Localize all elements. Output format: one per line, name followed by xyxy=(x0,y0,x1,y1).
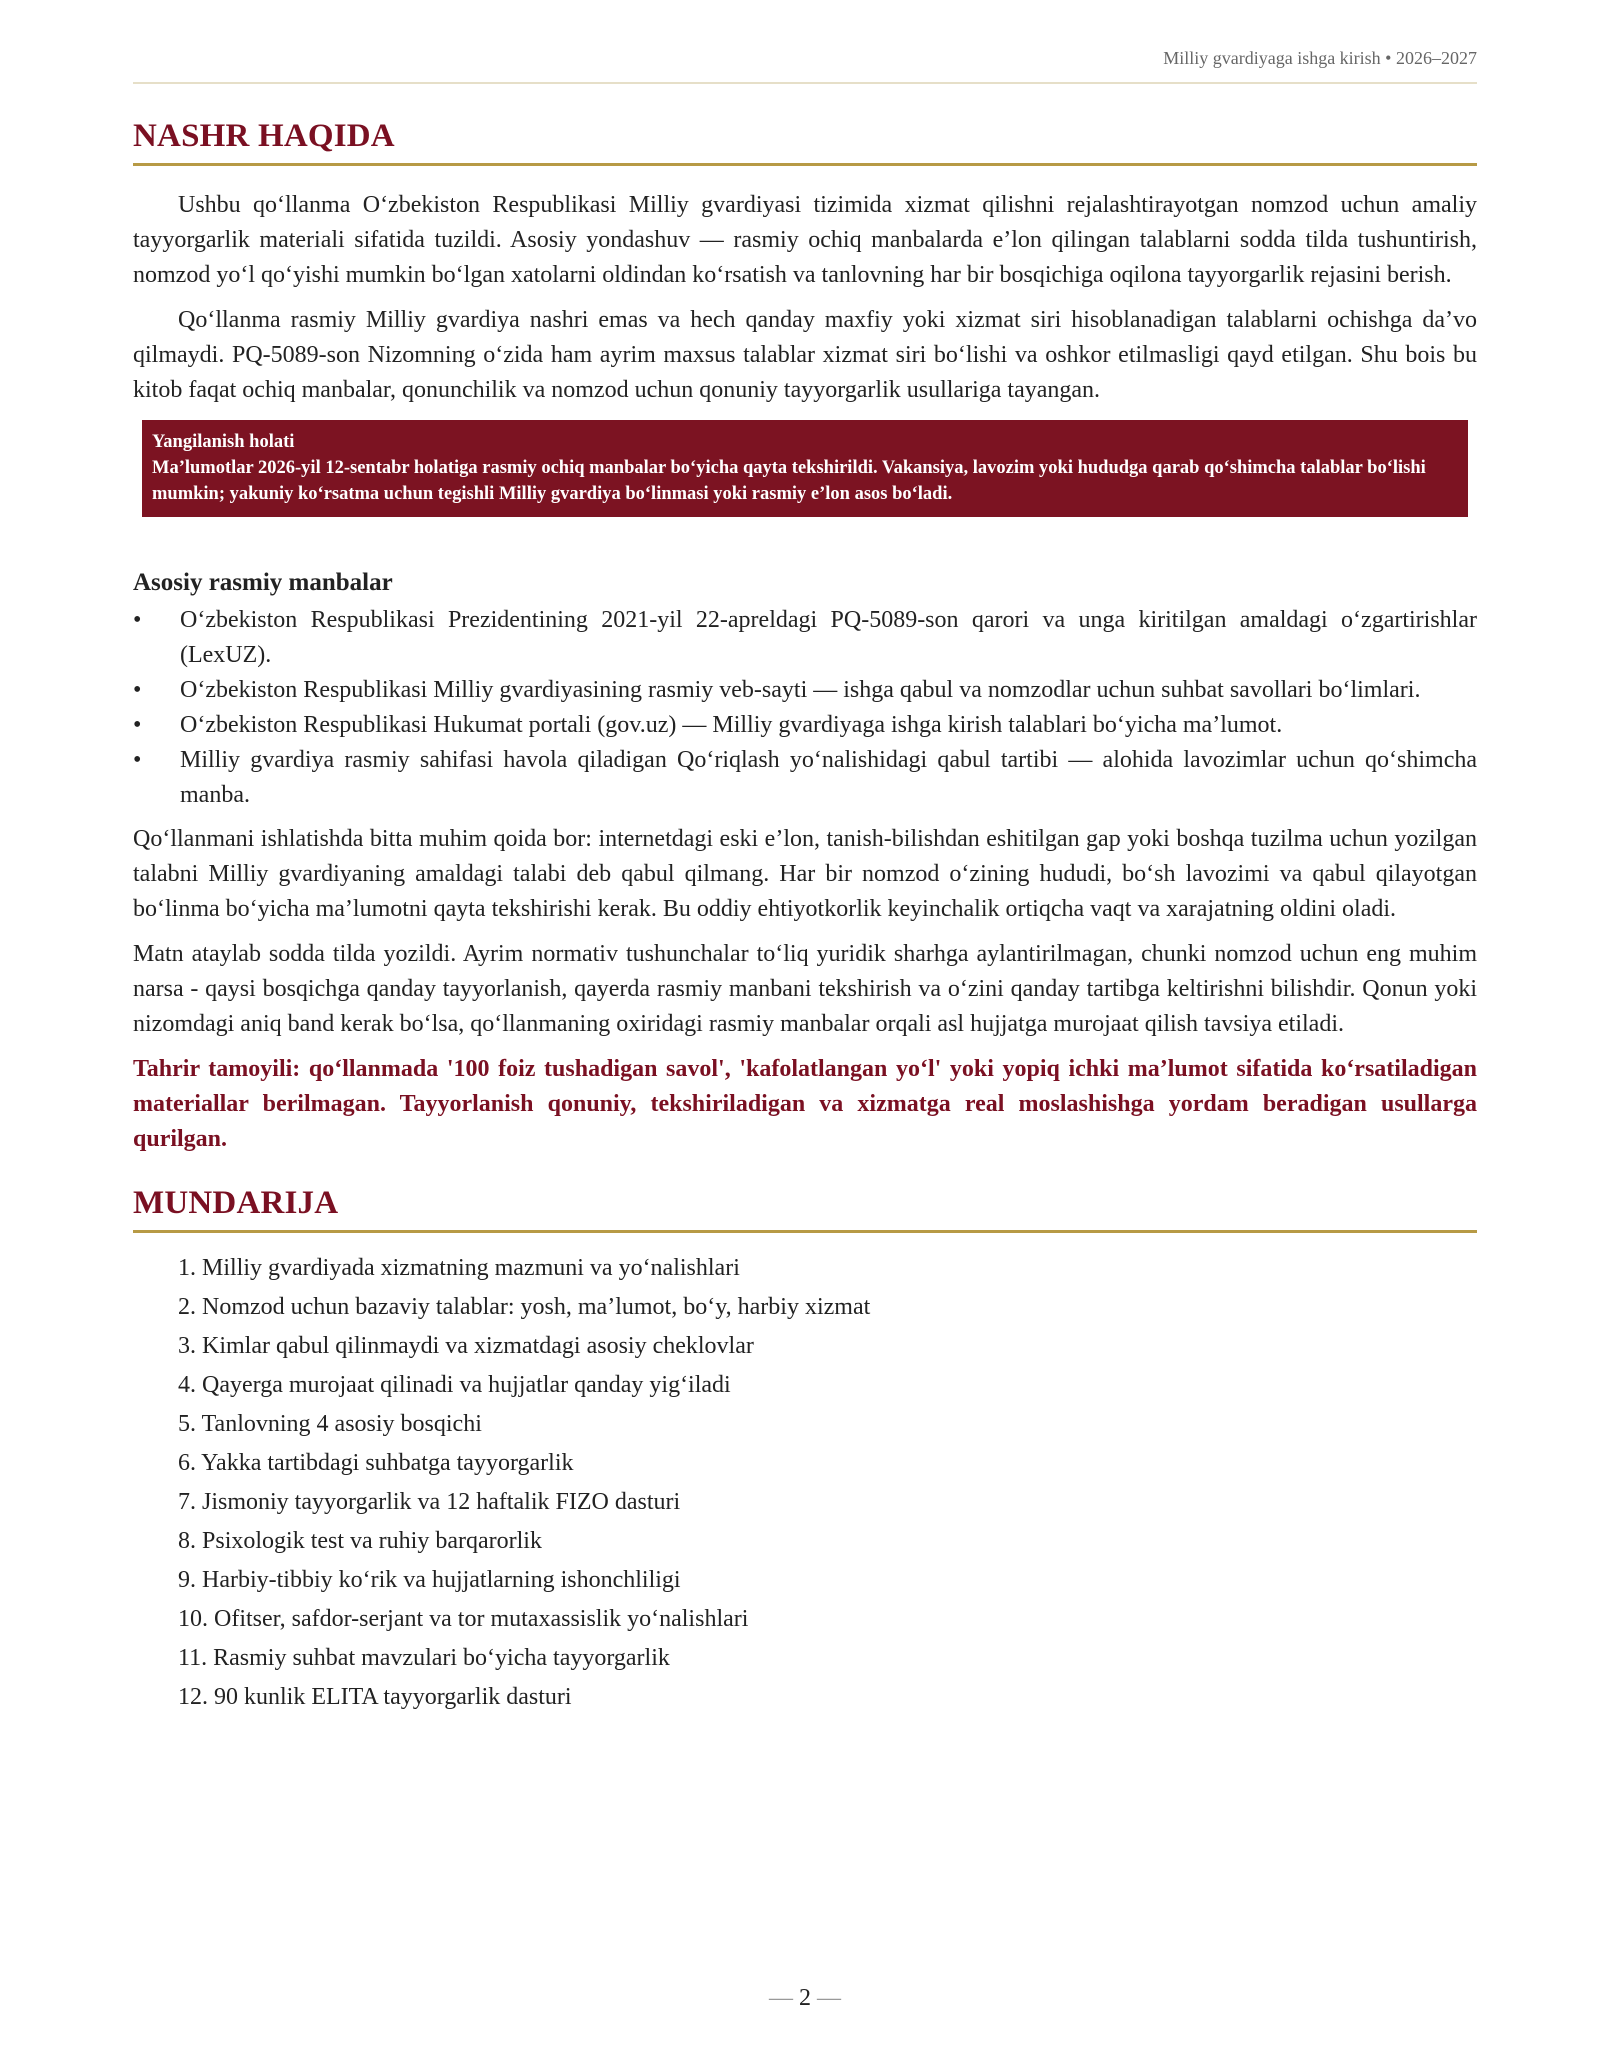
about-paragraph-1: Ushbu qo‘llanma O‘zbekiston Respublikasi Milliy gvardiyasi tizimida xizmat qilishni rejalashtirayotgan nomzod uchun amaliy tayyorgarlik materiali sifatida tuzildi. Asosiy yondashuv — rasmiy ochiq manbalarda e’lon qilingan talablarni sodda tilda tushuntirish, nomzod yo‘l qo‘yishi mumkin bo‘lgan xatolarni oldindan ko‘rsatish va tanlovning har bir bosqichiga oqilona tayyorgarlik rejasini berish. xyxy=(133,192,1477,288)
toc-item: 5. Tanlovning 4 asosiy bosqichi xyxy=(178,1411,482,1437)
source-text: O‘zbekiston Respublikasi Prezidentining 2021-yil 22-apreldagi PQ-5089-son qarori va unga kiritilgan amaldagi o‘zgartirishlar (LexUZ). xyxy=(180,607,1477,668)
source-text: Milliy gvardiya rasmiy sahifasi havola qiladigan Qo‘riqlash yo‘nalishidagi qabul tartibi — alohida lavozimlar uchun qo‘shimcha manba. xyxy=(180,747,1477,808)
list-item xyxy=(133,603,1477,673)
footer-dash-right: — xyxy=(817,1985,841,2011)
header-rule xyxy=(133,82,1477,84)
page-number: 2 xyxy=(799,1985,811,2011)
toc-item: 6. Yakka tartibdagi suhbatga tayyorgarlik xyxy=(178,1450,574,1476)
page-content xyxy=(133,118,1477,1717)
bullet-icon: • xyxy=(133,747,142,773)
toc-title: MUNDARIJA xyxy=(133,1185,1477,1233)
document-page xyxy=(133,0,1477,2070)
table-of-contents xyxy=(133,1249,1477,1717)
usage-paragraph: Qo‘llanmani ishlatishda bitta muhim qoida bor: internetdagi eski e’lon, tanish-bilishdan eshitilgan gap yoki boshqa tuzilma uchun yozilgan talabni Milliy gvardiyaning amaldagi talabi deb qabul qilmang. Har bir nomzod o‘zining hududi, bo‘sh lavozimi va qabul qilayotgan bo‘linma bo‘yicha ma’lumotni qayta tekshirishi kerak. Bu oddiy ehtiyotkorlik keyinchalik ortiqcha vaqt va xarajatning oldini oladi. xyxy=(133,826,1477,922)
editorial-principle: Tahrir tamoyili: qo‘llanmada '100 foiz tushadigan savol', 'kafolatlangan yo‘l' yoki yopiq ichki ma’lumot sifatida ko‘rsatiladigan materiallar berilmagan. Tayyorlanish qonuniy, tekshiriladigan va xizmatga real moslashishga yordam beradigan usullarga qurilgan. xyxy=(133,1056,1477,1152)
toc-item: 4. Qayerga murojaat qilinadi va hujjatlar qanday yig‘iladi xyxy=(178,1372,731,1398)
bullet-icon: • xyxy=(133,677,142,703)
list-item xyxy=(133,673,1477,708)
about-paragraph-2: Qo‘llanma rasmiy Milliy gvardiya nashri emas va hech qanday maxfiy yoki xizmat siri hisoblanadigan talablarni ochishga da’vo qilmaydi. PQ-5089-son Nizomning o‘zida ham ayrim maxsus talablar xizmat siri bo‘lishi va oshkor etilmasligi qayd etilgan. Shu bois bu kitob faqat ochiq manbalar, qonunchilik va nomzod uchun qonuniy tayyorgarlik usullariga tayangan. xyxy=(133,307,1477,403)
list-item xyxy=(133,708,1477,743)
toc-item: 9. Harbiy-tibbiy ko‘rik va hujjatlarning ishonchliligi xyxy=(178,1567,681,1593)
page-footer xyxy=(133,1985,1477,2012)
source-text: O‘zbekiston Respublikasi Hukumat portali (gov.uz) — Milliy gvardiyaga ishga kirish talablari bo‘yicha ma’lumot. xyxy=(180,712,1283,738)
running-header: Milliy gvardiyaga ishga kirish • 2026–2027 xyxy=(1163,48,1477,68)
toc-item: 10. Ofitser, safdor-serjant va tor mutaxassislik yo‘nalishlari xyxy=(178,1606,749,1632)
about-title: NASHR HAQIDA xyxy=(133,118,1477,166)
toc-item: 7. Jismoniy tayyorgarlik va 12 haftalik FIZO dasturi xyxy=(178,1489,681,1515)
sources-title: Asosiy rasmiy manbalar xyxy=(133,569,393,596)
toc-item: 8. Psixologik test va ruhiy barqarorlik xyxy=(178,1528,542,1554)
footer-dash-left: — xyxy=(769,1985,793,2011)
toc-item: 1. Milliy gvardiyada xizmatning mazmuni va yo‘nalishlari xyxy=(178,1255,740,1281)
bullet-icon: • xyxy=(133,712,142,738)
sources-list xyxy=(133,603,1477,813)
notice-text: Ma’lumotlar 2026-yil 12-sentabr holatiga rasmiy ochiq manbalar bo‘yicha qayta tekshirildi. Vakansiya, lavozim yoki hududga qarab qo‘shimcha talablar bo‘lishi mumkin; yakuniy ko‘rsatma uchun tegishli Milliy gvardiya bo‘linmasi yoki rasmiy e’lon asos bo‘ladi. xyxy=(152,458,1426,504)
bullet-icon: • xyxy=(133,607,142,633)
toc-item: 11. Rasmiy suhbat mavzulari bo‘yicha tayyorgarlik xyxy=(178,1645,670,1671)
list-item xyxy=(133,743,1477,813)
toc-item: 3. Kimlar qabul qilinmaydi va xizmatdagi asosiy cheklovlar xyxy=(178,1333,754,1359)
toc-item: 2. Nomzod uchun bazaviy talablar: yosh, ma’lumot, bo‘y, harbiy xizmat xyxy=(178,1294,871,1320)
notice-title: Yangilanish holati xyxy=(152,432,295,452)
toc-item: 12. 90 kunlik ELITA tayyorgarlik dasturi xyxy=(178,1684,572,1710)
style-paragraph: Matn ataylab sodda tilda yozildi. Ayrim normativ tushunchalar to‘liq yuridik sharhga aylantirilmagan, chunki nomzod uchun eng muhim narsa - qaysi bosqichga qanday tayyorlanish, qayerda rasmiy manbani tekshirish va o‘zini qanday tartibga keltirishni bilishdir. Qonun yoki nizomdagi aniq band kerak bo‘lsa, qo‘llanmaning oxiridagi rasmiy manbalar orqali asl hujjatga murojaat qilish tavsiya etiladi. xyxy=(133,941,1477,1037)
update-status-notice xyxy=(142,420,1468,517)
source-text: O‘zbekiston Respublikasi Milliy gvardiyasining rasmiy veb-sayti — ishga qabul va nomzodlar uchun suhbat savollari bo‘limlari. xyxy=(180,677,1421,703)
